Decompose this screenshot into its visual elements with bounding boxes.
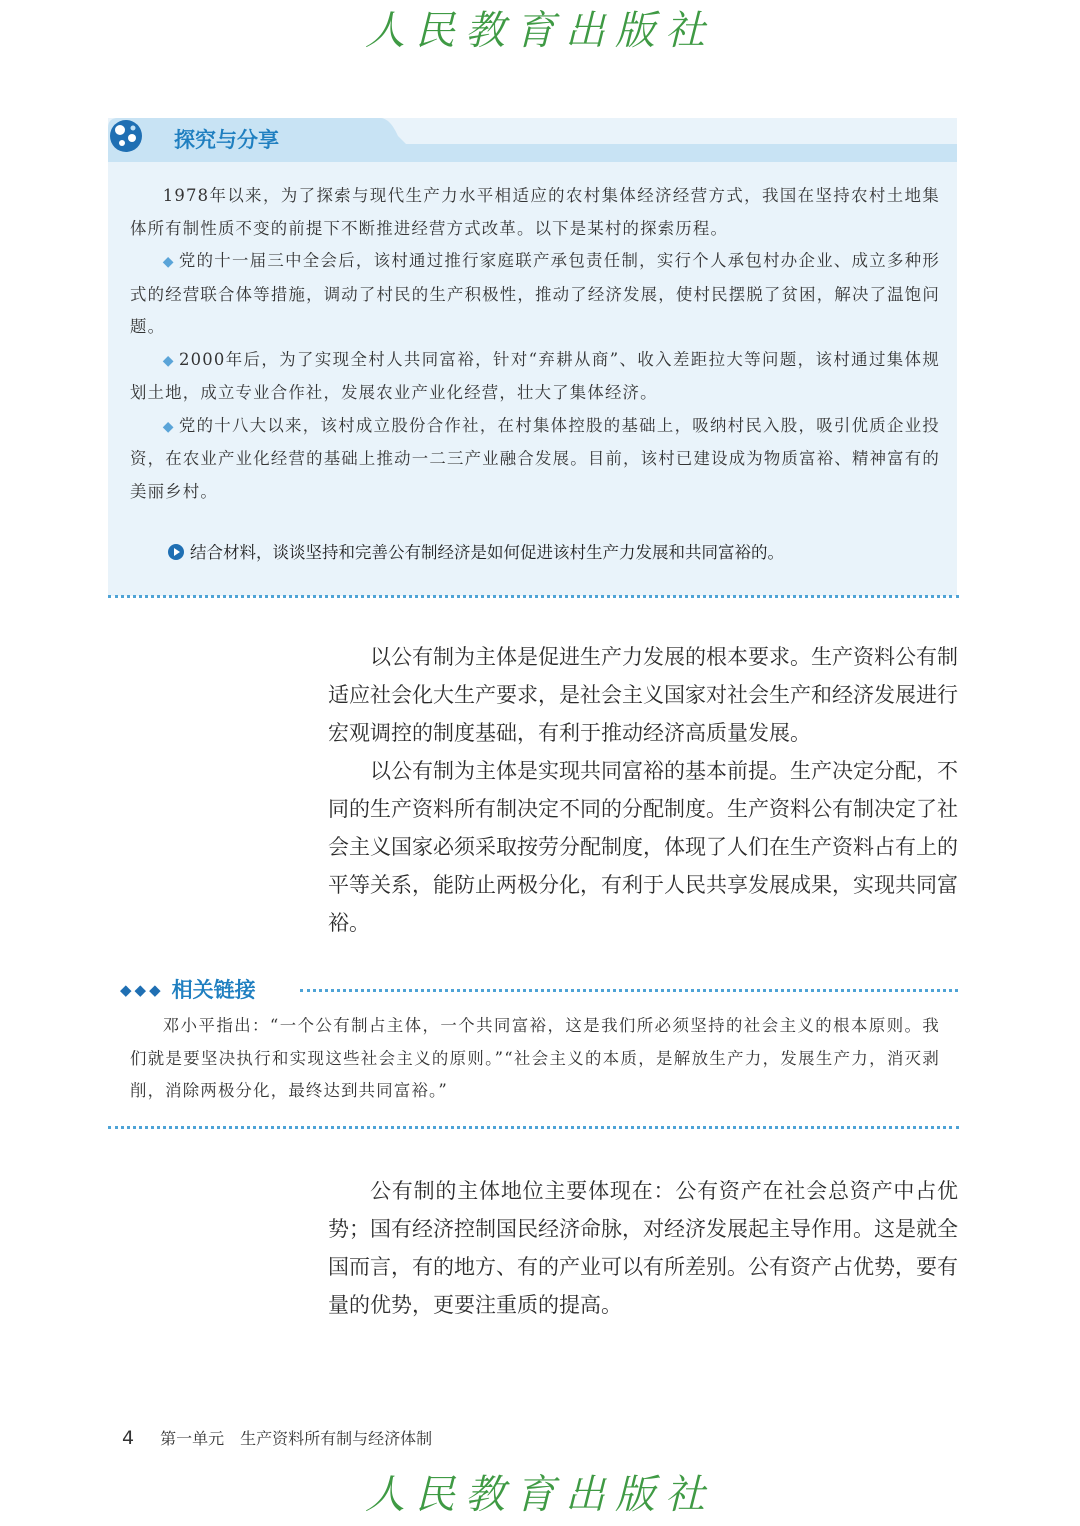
- related-links-heading: [120, 974, 256, 1004]
- unit-title: 第一单元 生产资料所有制与经济体制: [160, 1429, 433, 1448]
- explore-intro: 1978年以来，为了探索与现代生产力水平相适应的农村集体经济经营方式，我国在坚持农村土地集体所有制性质不变的前提下不断推进经营方式改革。以下是某村的探索历程。: [130, 186, 940, 238]
- play-arrow-icon: [168, 544, 184, 560]
- related-links-body: [130, 1010, 940, 1108]
- explore-item: [130, 410, 940, 509]
- explore-item: [130, 245, 940, 344]
- dotted-divider: [108, 1126, 959, 1129]
- diamond-bullet-icon: ◆: [162, 418, 175, 435]
- explore-question-text: 结合材料，谈谈坚持和完善公有制经济是如何促进该村生产力发展和共同富裕的。: [190, 543, 784, 562]
- explore-share-title: 探究与分享: [174, 128, 279, 152]
- explore-item: [130, 344, 940, 410]
- triple-diamond-icon: ◆◆◆: [120, 981, 164, 999]
- explore-share-tab: [108, 118, 957, 162]
- dotted-divider: [108, 595, 959, 598]
- related-heading-dotted-line: [300, 989, 958, 992]
- main-text-block-2: [328, 1172, 958, 1324]
- page-number: 4: [122, 1427, 135, 1449]
- explore-molecule-icon: [108, 118, 144, 154]
- explore-item-text: 2000年后，为了实现全村人共同富裕，针对“弃耕从商”、收入差距拉大等问题，该村通过集体规划土地，成立专业合作社，发展农业产业化经营，壮大了集体经济。: [130, 349, 940, 402]
- explore-question: [168, 540, 784, 566]
- publisher-watermark-bottom: 人民教育出版社: [365, 1472, 715, 1518]
- main-paragraph: 以公有制为主体是促进生产力发展的根本要求。生产资料公有制适应社会化大生产要求，是社会主义国家对社会生产和经济发展进行宏观调控的制度基础，有利于推动经济高质量发展。: [328, 645, 958, 745]
- explore-item-text: 党的十八大以来，该村成立股份合作社，在村集体控股的基础上，吸纳村民入股，吸引优质企业投资，在农业产业化经营的基础上推动一二三产业融合发展。目前，该村已建设成为物质富裕、精神富有的美丽乡村。: [130, 415, 941, 501]
- main-paragraph: 以公有制为主体是实现共同富裕的基本前提。生产决定分配，不同的生产资料所有制决定不同的分配制度。生产资料公有制决定了社会主义国家必须采取按劳分配制度，体现了人们在生产资料占有上的平等关系，能防止两极分化，有利于人民共享发展成果，实现共同富裕。: [328, 759, 958, 935]
- page-footer: [122, 1426, 432, 1451]
- diamond-bullet-icon: ◆: [162, 352, 175, 369]
- main-text-block: [328, 638, 958, 942]
- diamond-bullet-icon: ◆: [162, 254, 175, 270]
- explore-body: [130, 180, 940, 508]
- related-links-title: 相关链接: [171, 978, 256, 1002]
- main-paragraph: 公有制的主体地位主要体现在：公有资产在社会总资产中占优势；国有经济控制国民经济命脉，对经济发展起主导作用。这是就全国而言，有的地方、有的产业可以有所差别。公有资产占优势，要有量的优势，更要注重质的提高。: [328, 1179, 958, 1317]
- related-links-quote: 邓小平指出：“一个公有制占主体，一个共同富裕，这是我们所必须坚持的社会主义的根本原则。我们就是要坚决执行和实现这些社会主义的原则。”“社会主义的本质，是解放生产力，发展生产力，消灭剥削，消除两极分化，最终达到共同富裕。”: [130, 1016, 940, 1100]
- publisher-watermark-top: 人民教育出版社: [365, 8, 715, 54]
- explore-item-text: 党的十一届三中全会后，该村通过推行家庭联产承包责任制，实行个人承包村办企业、成立多种形式的经营联合体等措施，调动了村民的生产积极性，推动了经济发展，使村民摆脱了贫困，解决了温饱问题。: [130, 251, 941, 336]
